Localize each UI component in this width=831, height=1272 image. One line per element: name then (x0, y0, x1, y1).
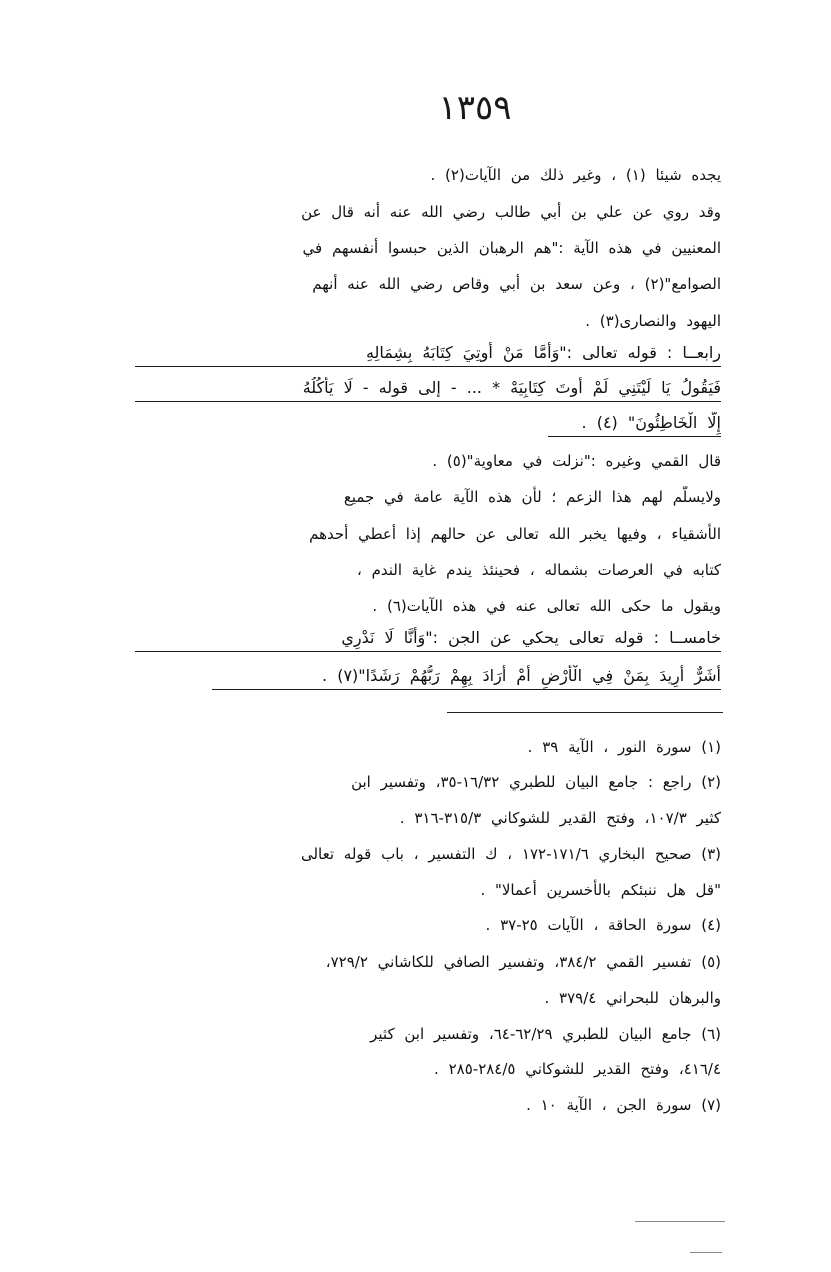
section-four-line: فَيَقُولُ يَا لَيْتَنِي لَمْ أُوتَ كِتَابِيَهْ * ... - إلى قوله - لَا يَأْكُلُهُ (135, 377, 721, 402)
body-line: كتابه في العرصات بشماله ، فحينئذ يندم غاية الندم ، (356, 561, 721, 579)
footnote-line: (٣) صحيح البخاري ١٧١/٦-١٧٢ ، ك التفسير ، باب قوله تعالى (300, 845, 721, 863)
body-line: ولايسلّم لهم هذا الزعم ؛ لأن هذه الآية عامة في جميع (343, 488, 721, 506)
body-line: ويقول ما حكى الله تعالى عنه في هذه الآيات(٦) . (372, 597, 721, 615)
section-four-line: رابعــا : قوله تعالى :"وَأَمَّا مَنْ أُوتِيَ كِتَابَهُ بِشِمَالِهِ (135, 342, 721, 367)
footnote-line: كثير ١٠٧/٣، وفتح القدير للشوكاني ٣١٥/٣-٣١٦ . (399, 809, 721, 827)
body-line: الأشقياء ، وفيها يخبر الله تعالى عن حالهم إذا أعطي أحدهم (309, 525, 721, 543)
section-four-line: إِلَّا الْخَاطِئُونَ" (٤) . (548, 412, 721, 437)
body-line: يجده شيئا (١) ، وغير ذلك من الآيات(٢) . (430, 166, 721, 184)
footnote-separator (447, 712, 723, 713)
footnote-line: (٤) سورة الحاقة ، الآيات ٢٥-٣٧ . (485, 916, 721, 934)
footnote-line: والبرهان للبحراني ٣٧٩/٤ . (544, 989, 721, 1007)
footnote-line: (٦) جامع البيان للطبري ٦٢/٢٩-٦٤، وتفسير ابن كثير (370, 1025, 721, 1043)
footnote-line: (٢) راجع : جامع البيان للطبري ١٦/٣٢-٣٥، وتفسير ابن (351, 773, 721, 791)
page-number: ١٣٥٩ (438, 88, 512, 128)
section-five-line: أَشَرٌّ أُرِيدَ بِمَنْ فِي الْأَرْضِ أَمْ أَرَادَ بِهِمْ رَبُّهُمْ رَشَدًا"(٧) . (212, 665, 721, 690)
footnote-line: ٤١٦/٤، وفتح القدير للشوكاني ٢٨٤/٥-٢٨٥ . (434, 1060, 721, 1078)
footnote-line: (١) سورة النور ، الآية ٣٩ . (527, 738, 721, 756)
body-line: المعنيين في هذه الآية :"هم الرهبان الذين حبسوا أنفسهم في (302, 239, 721, 257)
scan-speck (690, 1252, 722, 1253)
footnote-line: "قل هل ننبئكم بالأخسرين أعمالا" . (480, 881, 721, 899)
footnote-line: (٥) تفسير القمي ٣٨٤/٢، وتفسير الصافي للكاشاني ٧٢٩/٢، (325, 953, 721, 971)
section-five-line: خامســا : قوله تعالى يحكي عن الجن :"وَأَنَّا لَا نَدْرِي (135, 627, 721, 652)
footnote-line: (٧) سورة الجن ، الآية ١٠ . (526, 1096, 721, 1114)
scan-speck (635, 1221, 725, 1222)
body-line: قال القمي وغيره :"نزلت في معاوية"(٥) . (432, 452, 721, 470)
body-line: الصوامع"(٢) ، وعن سعد بن أبي وقاص رضي الله عنه أنهم (312, 275, 721, 293)
body-line: اليهود والنصارى(٣) . (585, 312, 721, 330)
body-line: وقد روي عن علي بن أبي طالب رضي الله عنه أنه قال عن (301, 203, 721, 221)
